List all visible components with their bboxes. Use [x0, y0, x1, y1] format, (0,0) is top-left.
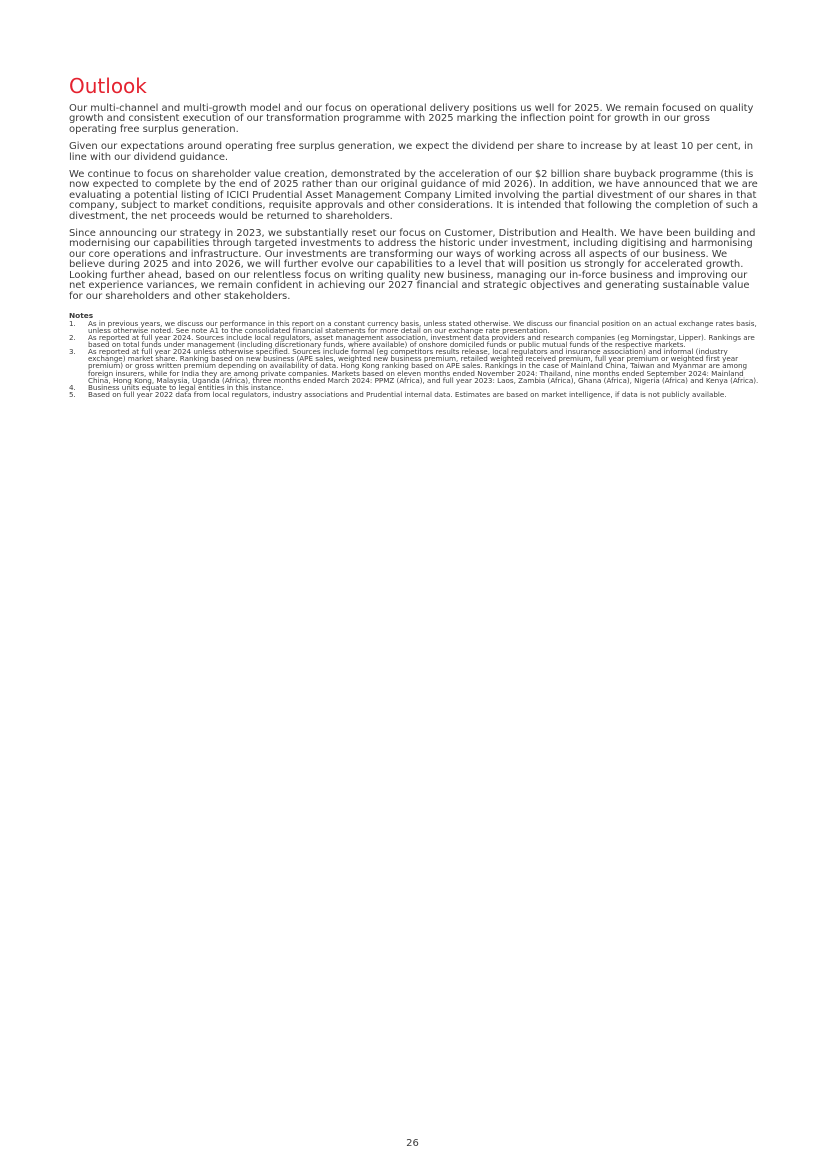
note-text: As reported at full year 2024. Sources include local regulators, asset management association, investment data providers and research companies (eg Morningstar, Lipper). Rankings are based on total funds under management (including discretionary funds, where available) of onshore domiciled funds or public mutual funds of the respective markets.: [88, 333, 755, 350]
note-text: Based on full year 2022 data from local regulators, industry associations and Prudential internal data. Estimates are based on market intelligence, if data is not publicly available.: [88, 389, 727, 399]
paragraph-strategy: Since announcing our strategy in 2023, we substantially reset our focus on Customer, Distribution and Health. We have been building and modernising our capabilities through targeted investments to address the historic under investment, including digitising and harmonising our core operations and infrastructure. Our investments are transforming our ways of working across all aspects of our business. We believe during 2025 and into 2026, we will further evolve our capabilities to a level that will position us strongly for accelerated growth. Looking further ahead, based on our relentless focus on writing quality new business, managing our in-force business and improving our net experience variances, we remain confident in achieving our 2027 financial and strategic objectives and generating sustainable value for our shareholders and other stakeholders.: [69, 228, 756, 302]
note-item: [69, 320, 759, 334]
section-heading: Outlook: [69, 74, 147, 98]
note-item: [69, 334, 759, 348]
notes-title: Notes: [69, 310, 94, 320]
paragraph-dividend: Given our expectations around operating free surplus generation, we expect the dividend per share to increase by at least 10 per cent, in line with our dividend guidance.: [69, 141, 754, 163]
note-text: As reported at full year 2024 unless otherwise specified. Sources include formal (eg competitors results release, local regulators and insurance association) and informal (industry exchange) market share. Ranking based on new business (APE sales, weighted new business premium, retailed weighted received premium, full year premium or weighted first year premium) or gross written premium depending on availability of data. Hong Kong ranking based on APE sales. Rankings in the case of Mainland China, Taiwan and Myanmar are among foreign insurers, while for India they are among private companies. Markets based on eleven months ended November 2024: Thailand, nine months ended September 2024: Mainland China, Hong Kong, Malaysia, Uganda (Africa), three months ended March 2024: PPMZ (Africa), and full year 2023: Laos, Zambia (Africa), Ghana (Africa), Nigeria (Africa) and Kenya (Africa).: [88, 347, 759, 385]
paragraph-growth-model: Our multi-channel and multi-growth model and our focus on operational delivery positions us well for 2025. We remain focused on quality growth and consistent execution of our transformation programme with 2025 marking the inflection point for growth in our gross operating free surplus generation.: [69, 103, 754, 135]
page-number: 26: [406, 1138, 419, 1149]
paragraph-shareholder-value: We continue to focus on shareholder value creation, demonstrated by the acceleration of our $2 billion share buyback programme (this is now expected to complete by the end of 2025 rather than our original guidance of mid 2026). In addition, we have announced that we are evaluating a potential listing of ICICI Prudential Asset Management Company Limited involving the partial divestment of our shares in that company, subject to market conditions, requisite approvals and other considerations. It is intended that following the completion of such a divestment, the net proceeds would be returned to shareholders.: [69, 169, 759, 222]
note-number: 3.: [69, 347, 76, 357]
note-text: Business units equate to legal entities in this instance.: [88, 382, 284, 392]
note-number: 1.: [69, 318, 76, 328]
note-number: 4.: [69, 382, 76, 392]
note-item: [69, 348, 759, 383]
page-content: [69, 74, 759, 398]
notes-list: [69, 320, 759, 398]
note-number: 2.: [69, 333, 76, 343]
note-text: As in previous years, we discuss our performance in this report on a constant currency basis, unless stated otherwise. We discuss our financial position on an actual exchange rates basis, unless otherwise noted. See note A1 to the consolidated financial statements for more detail on our exchange rate presentation.: [88, 318, 757, 335]
note-item: [69, 391, 759, 398]
note-number: 5.: [69, 389, 76, 399]
